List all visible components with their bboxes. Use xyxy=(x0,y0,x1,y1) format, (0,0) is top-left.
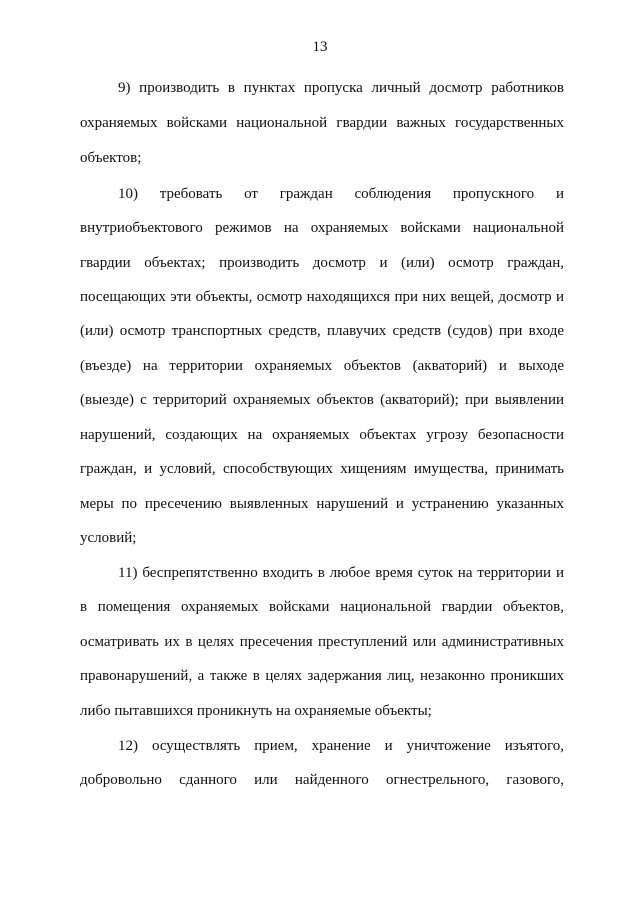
paragraph-11-line-4: правонарушений, а также в целях задержания лиц, незаконно проникших xyxy=(80,668,564,684)
paragraph-10-line-6: (въезде) на территории охраняемых объектов (акваторий) и выходе xyxy=(80,358,564,374)
paragraph-10-line-8: нарушений, создающих на охраняемых объектах угрозу безопасности xyxy=(80,427,564,443)
paragraph-12-line-2: добровольно сданного или найденного огнестрельного, газового, xyxy=(80,772,564,788)
paragraph-10-line-7: (выезде) с территорий охраняемых объектов (акваторий); при выявлении xyxy=(80,392,564,408)
paragraph-10-line-2: внутриобъектового режимов на охраняемых войсками национальной xyxy=(80,220,564,236)
paragraph-10-line-4: посещающих эти объекты, осмотр находящихся при них вещей, досмотр и xyxy=(80,289,564,305)
paragraph-9-line-3: объектов; xyxy=(80,150,142,166)
paragraph-10-line-1: 10) требовать от граждан соблюдения пропускного и xyxy=(118,186,564,202)
paragraph-10-line-5: (или) осмотр транспортных средств, плавучих средств (судов) при входе xyxy=(80,323,564,339)
paragraph-10-line-10: меры по пресечению выявленных нарушений и устранению указанных xyxy=(80,496,564,512)
paragraph-11-line-5: либо пытавшихся проникнуть на охраняемые объекты; xyxy=(80,703,432,719)
paragraph-12-line-1: 12) осуществлять прием, хранение и уничтожение изъятого, xyxy=(118,738,564,754)
paragraph-10-line-11: условий; xyxy=(80,530,137,546)
paragraph-11-line-2: в помещения охраняемых войсками национальной гвардии объектов, xyxy=(80,599,564,615)
paragraph-11-line-1: 11) беспрепятственно входить в любое время суток на территории и xyxy=(118,565,564,581)
paragraph-10-line-3: гвардии объектах; производить досмотр и (или) осмотр граждан, xyxy=(80,255,564,271)
paragraph-10-line-9: граждан, и условий, способствующих хищениям имущества, принимать xyxy=(80,461,564,477)
page-number: 13 xyxy=(312,39,328,55)
paragraph-9-line-2: охраняемых войсками национальной гвардии важных государственных xyxy=(80,115,564,131)
paragraph-9-line-1: 9) производить в пунктах пропуска личный досмотр работников xyxy=(118,80,564,96)
paragraph-11-line-3: осматривать их в целях пресечения преступлений или административных xyxy=(80,634,564,650)
